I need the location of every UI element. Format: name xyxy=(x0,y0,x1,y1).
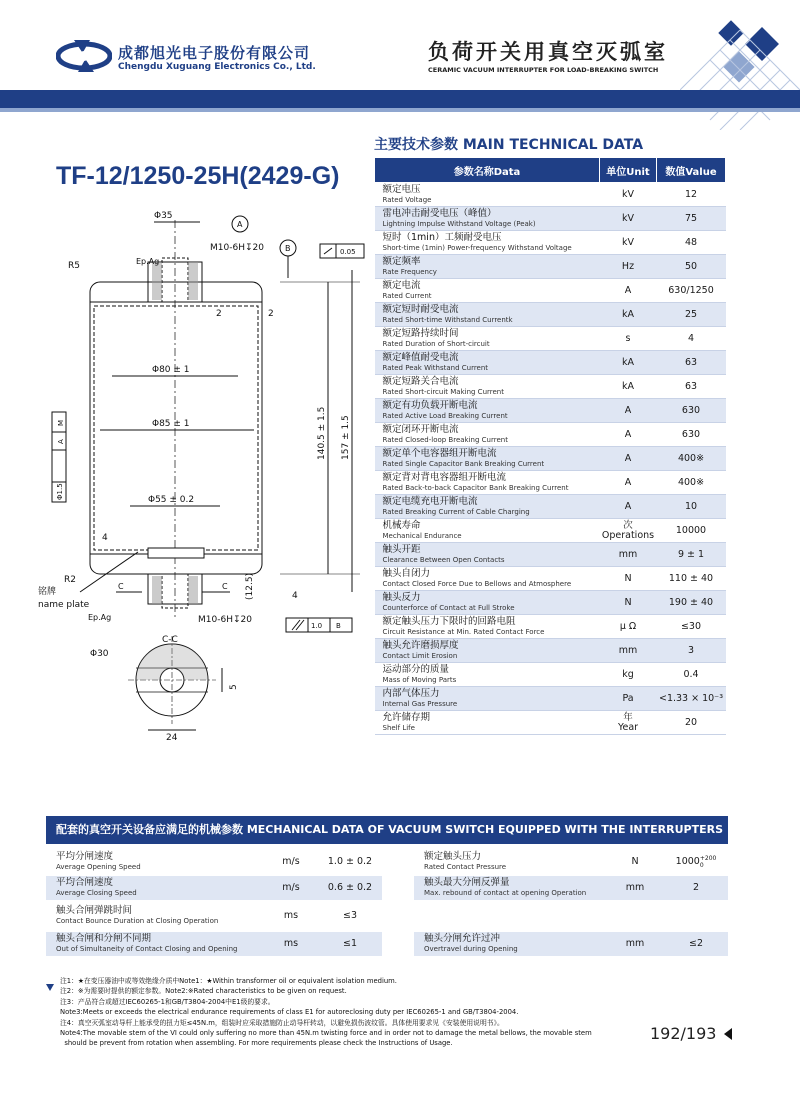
param-name xyxy=(375,495,600,519)
table-row xyxy=(375,423,726,447)
param-unit: kV xyxy=(600,183,657,207)
col-header-data: 参数名称Data xyxy=(375,158,600,183)
param-name-en: Rated Voltage xyxy=(382,195,432,204)
param-name-cn: 额定触头压力下限时的回路电阻 xyxy=(382,615,516,627)
table-row xyxy=(375,615,726,639)
dim-dia55: Φ55 ± 0.2 xyxy=(148,495,195,505)
dim-12-5: (12.5) xyxy=(245,572,255,600)
param-name-en: Rated Breaking Current of Cable Charging xyxy=(382,507,530,516)
table-row xyxy=(375,495,726,519)
header-decoration xyxy=(680,20,800,130)
param-name xyxy=(375,591,600,615)
param-name xyxy=(375,687,600,711)
table-row xyxy=(375,639,726,663)
note-line: should be prevent from rotation when assembling. For more requirements please check the Instructions of Usage. xyxy=(60,1039,453,1048)
mech-row-left xyxy=(46,932,382,956)
table-row xyxy=(375,471,726,495)
pos-tol-m: M xyxy=(57,419,65,426)
note-line: 注2：※为需要时提供的额定参数。Note2:※Rated characteristics to be given on request. xyxy=(60,987,347,996)
param-name-cn: 额定短时耐受电流 xyxy=(382,303,459,315)
param-name xyxy=(375,519,600,543)
mech-row-left xyxy=(46,904,382,928)
param-name-en: Rated Duration of Short-circuit xyxy=(382,339,490,348)
param-name xyxy=(375,711,600,735)
mech-param-en: Average Closing Speed xyxy=(56,889,137,897)
company-name-en: Chengdu Xuguang Electronics Co., Ltd. xyxy=(118,62,316,72)
param-name xyxy=(375,231,600,255)
technical-data-table xyxy=(374,157,726,735)
mech-param-cn: 触头分闸允许过冲 xyxy=(424,933,501,944)
param-name-cn: 触头反力 xyxy=(382,591,421,603)
param-name-en: Rated Single Capacitor Bank Breaking Current xyxy=(382,459,545,468)
param-name xyxy=(375,375,600,399)
param-name xyxy=(375,207,600,231)
param-name-cn: 触头自闭力 xyxy=(382,567,431,579)
col-header-unit: 单位Unit xyxy=(600,158,657,183)
mech-value-lower-tol: 0 xyxy=(699,861,704,869)
section-mark-right: C xyxy=(222,582,228,591)
param-name-en: Rated Back-to-back Capacitor Bank Breaking Current xyxy=(382,483,569,492)
page-title-en: CERAMIC VACUUM INTERRUPTER FOR LOAD-BREAKING SWITCH xyxy=(428,66,659,74)
model-number: TF-12/1250-25H(2429-G) xyxy=(56,162,340,190)
param-value: 75 xyxy=(657,207,726,231)
finish-bottom: Ep.Ag xyxy=(88,613,112,622)
param-name-en: Rated Short-time Withstand Currentk xyxy=(382,315,513,324)
datum-b: B xyxy=(285,244,291,253)
param-name-cn: 内部气体压力 xyxy=(382,687,440,699)
param-unit: A xyxy=(600,279,657,303)
param-name-en: Contact Limit Erosion xyxy=(382,651,458,660)
param-name-en: Rate Frequency xyxy=(382,267,437,276)
param-unit: A xyxy=(600,447,657,471)
page-number xyxy=(650,1024,732,1043)
main-section-title: 主要技术参数 MAIN TECHNICAL DATA xyxy=(374,137,644,153)
param-name-en: Internal Gas Pressure xyxy=(382,699,458,708)
param-value: 3 xyxy=(657,639,726,663)
company-logo xyxy=(56,34,112,78)
mech-param-value: 1.0 ± 0.2 xyxy=(327,856,373,867)
param-name-cn: 额定闭环开断电流 xyxy=(382,423,459,435)
param-unit: kg xyxy=(600,663,657,687)
table-row xyxy=(375,279,726,303)
param-unit: kA xyxy=(600,351,657,375)
dim-24: 24 xyxy=(166,733,178,743)
param-value: <1.33 × 10⁻³ xyxy=(657,687,726,711)
mech-param-name xyxy=(56,878,137,898)
dim-dia85: Φ85 ± 1 xyxy=(152,419,190,429)
param-name xyxy=(375,615,600,639)
mech-param-cn: 平均合闸速度 xyxy=(56,877,114,888)
pos-tol-value: Φ1.5 xyxy=(56,483,64,500)
param-value: 63 xyxy=(657,351,726,375)
mech-value-upper-tol: +200 xyxy=(699,854,717,862)
mech-param-value: 0.6 ± 0.2 xyxy=(327,882,373,893)
mech-param-name xyxy=(56,906,218,926)
param-name xyxy=(375,543,600,567)
param-value: 63 xyxy=(657,375,726,399)
table-row xyxy=(375,303,726,327)
mech-param-value: 2 xyxy=(692,882,700,893)
param-unit: N xyxy=(600,567,657,591)
param-name-cn: 雷电冲击耐受电压（峰值） xyxy=(382,207,497,219)
mech-param-unit: ms xyxy=(283,910,299,921)
mech-param-value-cell xyxy=(664,850,728,874)
mech-param-value-cell xyxy=(664,932,728,956)
param-name-cn: 允许储存期 xyxy=(382,711,431,723)
param-name-cn: 额定频率 xyxy=(382,255,421,267)
param-unit: A xyxy=(600,495,657,519)
mech-param-en: Rated Contact Pressure xyxy=(424,863,507,871)
param-unit: A xyxy=(600,399,657,423)
table-row xyxy=(375,351,726,375)
param-name-en: Shelf Life xyxy=(382,723,415,732)
mech-param-cn: 平均分闸速度 xyxy=(56,851,114,862)
dim-thread-bottom: M10-6H↧20 xyxy=(198,615,252,625)
table-row xyxy=(375,543,726,567)
param-name-cn: 触头开距 xyxy=(382,543,421,555)
pos-tol-ref-a: A xyxy=(57,439,65,444)
mech-param-name xyxy=(424,852,506,872)
section-label: C-C xyxy=(162,635,178,645)
param-name-en: Rated Current xyxy=(382,291,432,300)
param-unit: 次 Operations xyxy=(600,519,657,543)
flatness-value: 0.05 xyxy=(340,248,356,256)
param-value: 9 ± 1 xyxy=(657,543,726,567)
param-name-en: Mass of Moving Parts xyxy=(382,675,457,684)
param-unit: 年 Year xyxy=(600,711,657,735)
mech-row-left xyxy=(46,850,382,874)
dim-len157: 157 ± 1.5 xyxy=(341,415,351,460)
nameplate-label-en: name plate xyxy=(38,600,90,610)
table-row xyxy=(375,231,726,255)
finish-top: Ep.Ag xyxy=(136,257,160,266)
dim-2a: 2 xyxy=(216,309,222,319)
mechanical-section-title: 配套的真空开关设备应满足的机械参数 MECHANICAL DATA OF VACUUM SWITCH EQUIPPED WITH THE INTERRUPTERS xyxy=(46,816,728,844)
mech-row-left xyxy=(46,876,382,900)
datum-a: A xyxy=(237,220,243,229)
param-name xyxy=(375,567,600,591)
param-value: 25 xyxy=(657,303,726,327)
page-number-text: 192/193 xyxy=(650,1024,717,1043)
param-name-cn: 额定电流 xyxy=(382,279,421,291)
param-name-en: Rated Peak Withstand Current xyxy=(382,363,489,372)
param-value: 4 xyxy=(657,327,726,351)
param-unit: A xyxy=(600,471,657,495)
param-name-cn: 机械寿命 xyxy=(382,519,421,531)
param-value: 48 xyxy=(657,231,726,255)
param-name-cn: 触头允许磨损厚度 xyxy=(382,639,459,651)
param-value: 0.4 xyxy=(657,663,726,687)
notes-marker-icon xyxy=(46,977,54,996)
param-name-cn: 额定有功负载开断电流 xyxy=(382,399,478,411)
param-value: 400※ xyxy=(657,471,726,495)
param-name-en: Lightning Impulse Withstand Voltage (Peak) xyxy=(382,219,536,228)
param-name-en: Contact Closed Force Due to Bellows and Atmosphere xyxy=(382,579,572,588)
param-name-cn: 额定电压 xyxy=(382,183,421,195)
param-unit: N xyxy=(600,591,657,615)
mech-param-en: Average Opening Speed xyxy=(56,863,141,871)
param-name xyxy=(375,255,600,279)
mech-param-cn: 额定触头压力 xyxy=(424,851,482,862)
dim-len140: 140.5 ± 1.5 xyxy=(317,406,327,460)
section-mark-left: C xyxy=(118,582,124,591)
dim-4b: 4 xyxy=(292,591,298,601)
mech-param-cn: 触头合闸和分闸不同期 xyxy=(56,933,152,944)
param-unit: Pa xyxy=(600,687,657,711)
mech-row-right xyxy=(414,876,728,900)
param-name-cn: 额定短路关合电流 xyxy=(382,375,459,387)
param-unit: kA xyxy=(600,375,657,399)
param-unit: μ Ω xyxy=(600,615,657,639)
param-name-en: Rated Short-circuit Making Current xyxy=(382,387,504,396)
param-unit: s xyxy=(600,327,657,351)
param-name-cn: 短时（1min）工频耐受电压 xyxy=(382,231,502,243)
table-row xyxy=(375,567,726,591)
table-row xyxy=(375,255,726,279)
param-unit: kV xyxy=(600,231,657,255)
param-value: 50 xyxy=(657,255,726,279)
dim-dia30: Φ30 xyxy=(90,649,109,659)
param-name-en: Circuit Resistance at Min. Rated Contact Force xyxy=(382,627,545,636)
table-row xyxy=(375,399,726,423)
param-value: 110 ± 40 xyxy=(657,567,726,591)
table-row xyxy=(375,447,726,471)
company-name-cn: 成都旭光电子股份有限公司 xyxy=(118,44,311,62)
param-value: 400※ xyxy=(657,447,726,471)
param-unit: kA xyxy=(600,303,657,327)
table-row xyxy=(375,591,726,615)
param-value: 12 xyxy=(657,183,726,207)
table-row xyxy=(375,663,726,687)
param-name-cn: 额定电缆充电开断电流 xyxy=(382,495,478,507)
param-unit: A xyxy=(600,423,657,447)
radius-r5: R5 xyxy=(68,261,80,271)
mech-param-value-cell xyxy=(664,876,728,900)
param-value: 10000 xyxy=(657,519,726,543)
notes-block xyxy=(60,976,600,1049)
mech-param-value: ≤2 xyxy=(688,938,703,949)
param-unit: kV xyxy=(600,207,657,231)
table-row xyxy=(375,327,726,351)
mech-param-en: Contact Bounce Duration at Closing Operation xyxy=(56,917,219,925)
mech-param-unit: m/s xyxy=(282,882,300,893)
param-name xyxy=(375,423,600,447)
parallel-value: 1.0 xyxy=(311,622,323,630)
dim-4a: 4 xyxy=(102,533,108,543)
mech-param-unit: mm xyxy=(625,882,645,893)
table-row xyxy=(375,519,726,543)
param-name-en: Rated Closed-loop Breaking Current xyxy=(382,435,508,444)
param-name xyxy=(375,639,600,663)
nameplate-label-cn: 铭牌 xyxy=(38,587,57,597)
param-value: 190 ± 40 xyxy=(657,591,726,615)
param-name xyxy=(375,663,600,687)
param-name xyxy=(375,447,600,471)
param-name-en: Counterforce of Contact at Full Stroke xyxy=(382,603,515,612)
param-name-cn: 额定背对背电容器组开断电流 xyxy=(382,471,507,483)
param-name xyxy=(375,279,600,303)
mech-param-unit: ms xyxy=(283,938,299,949)
table-row xyxy=(375,183,726,207)
mech-param-value: ≤1 xyxy=(342,938,357,949)
param-name xyxy=(375,471,600,495)
table-row xyxy=(375,207,726,231)
param-name-en: Rated Active Load Breaking Current xyxy=(382,411,508,420)
note-line: 注3：产品符合或超过IEC60265-1和GB/T3804-2004中E1级的要求。 xyxy=(60,997,275,1006)
param-name-cn: 额定短路持续时间 xyxy=(382,327,459,339)
mech-param-unit: m/s xyxy=(282,856,300,867)
note-line: 注1：★在变压器油中或等效绝缘介质中Note1：★Within transformer oil or equivalent isolation medium. xyxy=(60,977,397,985)
param-value: 20 xyxy=(657,711,726,735)
mech-param-en: Overtravel during Opening xyxy=(424,945,518,953)
param-value: 630 xyxy=(657,399,726,423)
param-unit: Hz xyxy=(600,255,657,279)
mech-param-cn: 触头最大分闸反弹量 xyxy=(424,877,510,888)
param-unit: mm xyxy=(600,543,657,567)
note-line: 注4：真空灭弧室动导杆上能承受的扭力矩≤45N.m，组装时应采取措施防止动导杆转动，以避免损伤波纹管。具体使用要求见《安装使用说明书》。 xyxy=(60,1018,504,1027)
mech-param-cn: 触头合闸弹跳时间 xyxy=(56,905,133,916)
mech-param-unit: N xyxy=(631,856,639,867)
mech-row-right xyxy=(414,904,728,928)
param-name xyxy=(375,327,600,351)
mech-param-en: Out of Simultaneity of Contact Closing and Opening xyxy=(56,945,238,953)
mech-param-name xyxy=(56,934,237,954)
table-row xyxy=(375,687,726,711)
param-name xyxy=(375,303,600,327)
table-header-row xyxy=(375,158,726,183)
parallel-ref: B xyxy=(336,622,341,630)
header-band-light xyxy=(0,108,800,112)
param-value: 630 xyxy=(657,423,726,447)
dim-5: 5 xyxy=(229,684,239,690)
mech-param-name xyxy=(424,934,518,954)
mech-row-right xyxy=(414,932,728,956)
table-row xyxy=(375,711,726,735)
mech-param-unit: mm xyxy=(625,938,645,949)
param-name-cn: 运动部分的质量 xyxy=(382,663,450,675)
radius-r2: R2 xyxy=(64,575,76,585)
mech-param-en: Max. rebound of contact at opening Operation xyxy=(424,889,587,897)
table-row xyxy=(375,375,726,399)
param-name-cn: 额定单个电容器组开断电流 xyxy=(382,447,497,459)
param-value: ≤30 xyxy=(657,615,726,639)
dim-dia80: Φ80 ± 1 xyxy=(152,365,190,375)
page-title-cn: 负荷开关用真空灭弧室 xyxy=(428,40,668,64)
param-name-cn: 额定峰值耐受电流 xyxy=(382,351,459,363)
technical-drawing xyxy=(30,200,370,760)
dim-2b: 2 xyxy=(268,309,274,319)
param-name-en: Clearance Between Open Contacts xyxy=(382,555,505,564)
note-line: Note4:The movable stem of the VI could only suffering no more than 45N.m twisting force and in order not to damage the metal bellows, the movable stem xyxy=(60,1029,592,1038)
mech-param-value: 1000 xyxy=(675,856,700,867)
col-header-value: 数值Value xyxy=(657,158,726,183)
param-name xyxy=(375,183,600,207)
dim-dia35: Φ35 xyxy=(154,211,173,221)
mech-row-right xyxy=(414,850,728,874)
header-band xyxy=(0,90,800,108)
param-name xyxy=(375,351,600,375)
mech-param-name xyxy=(56,852,141,872)
param-value: 630/1250 xyxy=(657,279,726,303)
mech-param-value: ≤3 xyxy=(342,910,357,921)
mech-param-name xyxy=(424,878,586,898)
param-name-en: Short-time (1min) Power-frequency Withstand Voltage xyxy=(382,243,572,252)
param-name xyxy=(375,399,600,423)
dim-thread-top: M10-6H↧20 xyxy=(210,243,264,253)
note-line: Note3:Meets or exceeds the electrical endurance requirements of class E1 for autoreclosing duty per IEC60265-1 and GB/T3804-2004. xyxy=(60,1008,519,1017)
param-value: 10 xyxy=(657,495,726,519)
param-unit: mm xyxy=(600,639,657,663)
param-name-en: Mechanical Endurance xyxy=(382,531,462,540)
